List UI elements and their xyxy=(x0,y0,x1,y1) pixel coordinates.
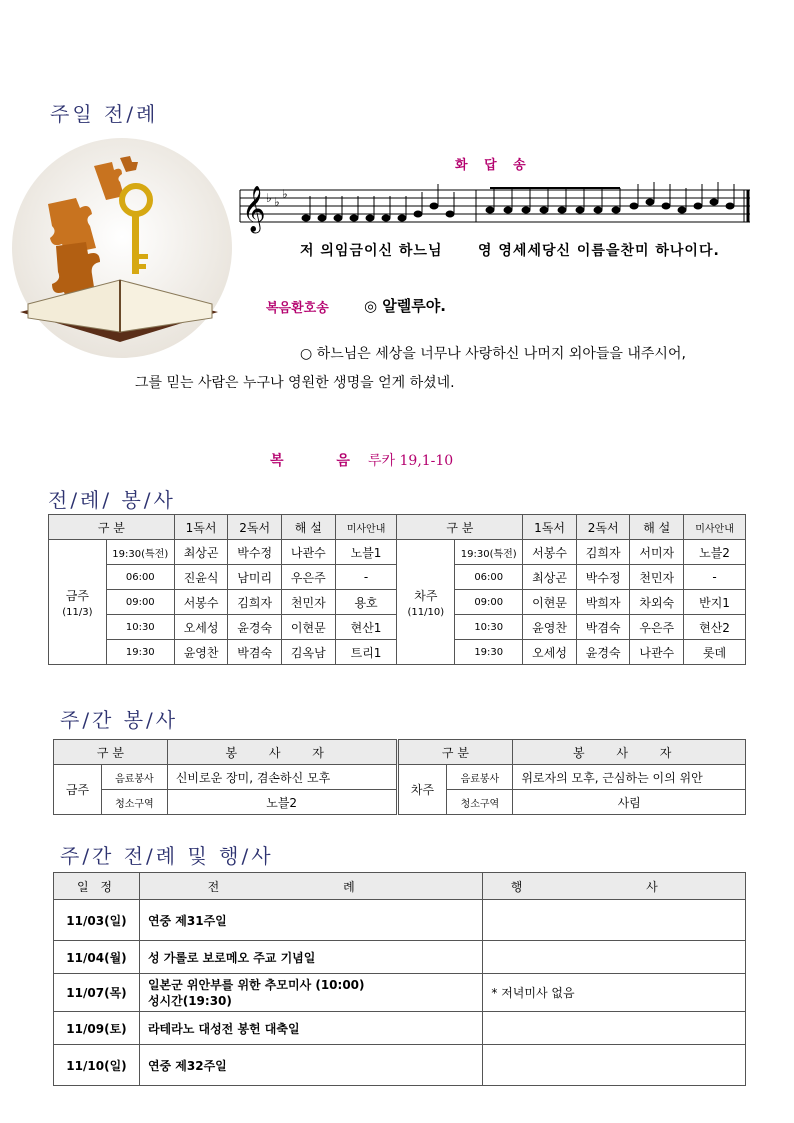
gospel-label: 복 음 xyxy=(270,453,374,469)
header-mass-guide: 미사안내 xyxy=(335,515,397,540)
psalm-lyrics-right: 영 영세세당신 이름을찬미 하나이다. xyxy=(478,243,720,259)
table-row: 11/10(일) 연중 제32주일 xyxy=(54,1045,746,1086)
table-row: 청소구역 노블2 청소구역 사림 xyxy=(54,790,746,815)
svg-text:♭: ♭ xyxy=(282,187,288,201)
header-commentary: 해 설 xyxy=(630,515,684,540)
responsorial-psalm-label: 화 답 송 xyxy=(455,158,532,173)
header-event: 행 사 xyxy=(483,873,746,900)
header-division: 구 분 xyxy=(54,740,168,765)
gospel-acclamation-label: 복음환호송 xyxy=(266,301,329,316)
liturgy-service-table xyxy=(48,514,746,665)
this-week-cell: 금주 (11/3) xyxy=(49,540,107,665)
music-score xyxy=(236,180,754,238)
psalm-lyrics-left: 저 의임금이신 하느님 xyxy=(300,243,443,259)
header-date: 일 정 xyxy=(54,873,140,900)
liturgy-table-header xyxy=(49,515,746,540)
table-row: 10:30 오세성 윤경숙 이현문 현산1 10:30 윤영찬 박겸숙 우은주 현산2 xyxy=(49,615,746,640)
svg-text:♭: ♭ xyxy=(274,195,280,209)
header-volunteer: 봉 사 자 xyxy=(167,740,397,765)
bible-key-puzzle-illustration xyxy=(8,136,236,366)
table-row: 금주 음료봉사 신비로운 장미, 겸손하신 모후 차주 음료봉사 위로자의 모후, 근심하는 이의 위안 xyxy=(54,765,746,790)
table-row: 11/09(토) 라테라노 대성전 봉헌 대축일 xyxy=(54,1012,746,1045)
section-title-weekly-service: 주/간 봉/사 xyxy=(60,708,179,732)
header-reading-2: 2독서 xyxy=(576,515,630,540)
weekly-service-table xyxy=(53,739,746,815)
header-division: 구 분 xyxy=(49,515,175,540)
schedule-header xyxy=(54,873,746,900)
header-reading-1: 1독서 xyxy=(523,515,577,540)
svg-text:♭: ♭ xyxy=(266,191,272,205)
next-week-cell: 차주 (11/10) xyxy=(397,540,455,665)
verse-line-1: ○ 하느님은 세상을 너무나 사랑하신 나머지 외아들을 내주시어, xyxy=(300,346,686,362)
verse-line-2: 그를 믿는 사람은 누구나 영원한 생명을 얻게 하셨네. xyxy=(135,375,455,391)
header-division: 구 분 xyxy=(397,515,523,540)
weekly-table-header xyxy=(54,740,746,765)
this-week-cell: 금주 xyxy=(54,765,102,815)
gospel-reference: 루카 19,1-10 xyxy=(368,453,454,469)
header-division: 구 분 xyxy=(397,740,513,765)
weekly-schedule-table xyxy=(53,872,746,1086)
table-row: 11/07(목) 일본군 위안부를 위한 추모미사 (10:00) 성시간(19:30) * 저녁미사 없음 xyxy=(54,974,746,1012)
table-row: 19:30 윤영찬 박겸숙 김옥남 트리1 19:30 오세성 윤경숙 나관수 롯데 xyxy=(49,640,746,665)
header-reading-1: 1독서 xyxy=(174,515,228,540)
header-reading-2: 2독서 xyxy=(228,515,282,540)
table-row: 09:00 서봉수 김희자 천민자 용호 09:00 이현문 박희자 차외숙 반지1 xyxy=(49,590,746,615)
header-volunteer: 봉 사 자 xyxy=(513,740,746,765)
section-title-sunday-liturgy: 주일 전/례 xyxy=(50,102,159,126)
table-row: 11/04(월) 성 가롤로 보로메오 주교 기념일 xyxy=(54,941,746,974)
table-row: 11/03(일) 연중 제31주일 xyxy=(54,900,746,941)
header-mass-guide: 미사안내 xyxy=(684,515,746,540)
header-commentary: 해 설 xyxy=(282,515,336,540)
treble-clef-icon: 𝄞 xyxy=(242,186,266,232)
next-week-cell: 차주 xyxy=(397,765,447,815)
header-liturgy: 전 례 xyxy=(139,873,482,900)
section-title-liturgy-service: 전/례/ 봉/사 xyxy=(48,488,176,512)
table-row: 금주 (11/3) 19:30(특전) 최상곤 박수정 나관수 노블1 차주 (11/10) 19:30(특전) 서봉수 김희자 서미자 노블2 xyxy=(49,540,746,565)
table-row: 06:00 진윤식 남미리 우은주 - 06:00 최상곤 박수정 천민자 - xyxy=(49,565,746,590)
alleluia-text: ◎ 알렐루야. xyxy=(364,297,446,315)
section-title-weekly-events: 주/간 전/례 및 행/사 xyxy=(60,844,274,868)
